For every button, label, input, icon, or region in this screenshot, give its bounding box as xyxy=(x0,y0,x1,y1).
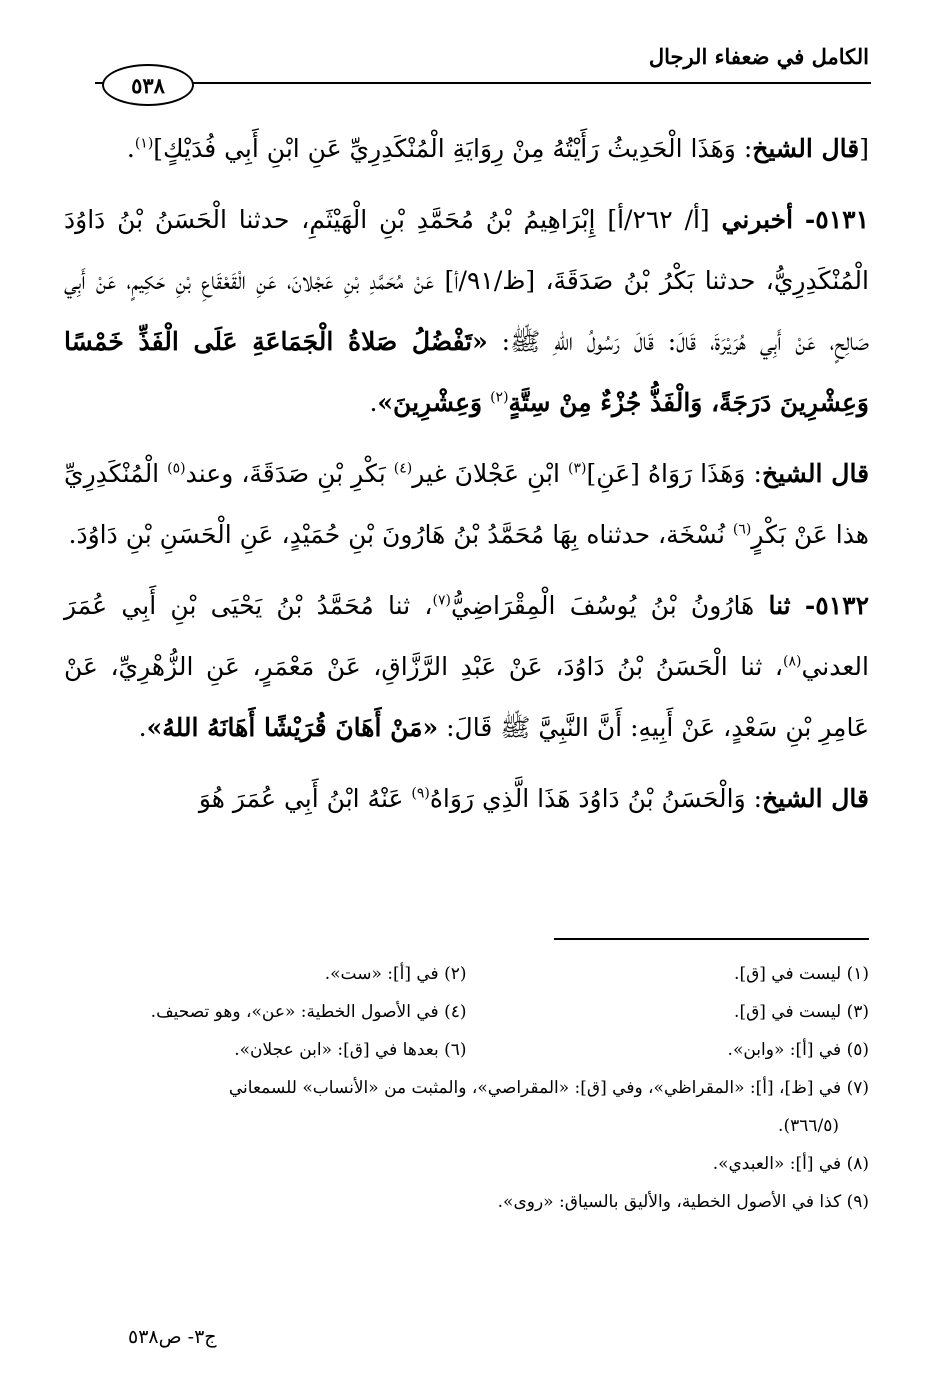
footnote-ref: (٧) xyxy=(432,592,451,609)
text-segment: هَارُونُ بْنُ يُوسُفَ الْمِقْرَاضِيُّ xyxy=(450,591,769,620)
text-segment: : وَالْحَسَنُ بْنُ دَاوُدَ هَذَا الَّذِي رَوَاهُ xyxy=(429,784,763,813)
text-segment: بَكْرِ بْنِ صَدَقَةَ، وعند xyxy=(185,459,394,488)
footnote-ref: (٣) xyxy=(568,460,587,477)
footnote-1: (١) ليست في [ق]. xyxy=(734,964,869,984)
header-rule xyxy=(95,82,871,84)
paragraph-3 xyxy=(64,443,869,565)
sheikh-label: قال الشيخ xyxy=(762,784,869,813)
hadith-number: ٥١٣٢- xyxy=(804,591,870,620)
footnote-4: (٤) في الأصول الخطية: «عن»، وهو تصحيف. xyxy=(150,1002,467,1022)
hadith-number: ٥١٣١- xyxy=(804,205,870,234)
footnote-ref: (٦) xyxy=(732,521,752,538)
footnotes xyxy=(64,955,869,1221)
isnad-text: [أ/ ٢٦٢/أ] إِبْرَاهِيمُ بْنُ مُحَمَّدِ بْنِ الْهَيْثَمِ، حدثنا الْحَسَنُ بْنُ دَاوُدَ الْمُنْكَدِرِيُّ، حدثنا بَكْرُ بْنُ صَدَقَةَ، [ظ/٩١/أ] عَنْ مُحَمَّدِ بْنِ عَجْلانَ، عَنِ الْقَعْقَاعِ بْنِ حَكِيمٍ، عَنْ أَبِي صَالِحٍ، عَنْ أَبِي هُرَيْرَةَ، قَالَ: قَالَ رَسُولُ اللهِ ﷺ: xyxy=(64,205,869,356)
hadith-matn-cont: وَعِشْرِينَ» xyxy=(377,388,483,417)
text-segment: الْمُنْكَدِرِيِّ هذا عَنْ بَكْرٍ xyxy=(64,459,869,549)
footnote-5: (٥) في [أ]: «وابن». xyxy=(727,1040,869,1060)
text-segment: ، ثنا مُحَمَّدُ بْنُ يَحْيَى بْنِ أَبِي عُمَرَ العدني xyxy=(64,591,869,681)
text-segment: ، ثنا الْحَسَنُ بْنُ دَاوُدَ، عَنْ عَبْدِ الرَّزَّاقِ، عَنْ مَعْمَرٍ، عَنِ الزُّهْرِيِّ، عَنْ عَامِرِ بْنِ سَعْدٍ، عَنْ أَبِيهِ: أَنَّ النَّبِيَّ ﷺ قَالَ: xyxy=(64,652,869,742)
hadith-5132 xyxy=(64,575,869,758)
paragraph-text: : وَهَذَا الْحَدِيثُ رَأَيْتُهُ مِنْ رِوَايَةِ الْمُنْكَدِرِيِّ عَنِ ابْنِ أَبِي فُدَيْكٍ] xyxy=(153,134,753,163)
text-segment: عَنْهُ ابْنُ أَبِي عُمَرَ هُوَ xyxy=(198,784,412,813)
paragraph-end: . xyxy=(369,388,378,417)
footnote-7: (٧) في [ظ]، [أ]: «المقراظي»، وفي [ق]: «المقراصي»، والمثبت من «الأنساب» للسمعاني xyxy=(228,1078,869,1098)
narration-verb: ثنا xyxy=(768,591,791,620)
footnote-ref: (٢) xyxy=(490,389,509,406)
page-number: ٥٣٨ xyxy=(131,72,165,98)
footnote-ref: (٥) xyxy=(167,460,186,477)
footnote-2: (٢) في [أ]: «ست». xyxy=(324,964,467,984)
hadith-matn: «مَنْ أَهَانَ قُرَيْشًا أَهَانَهُ اللهُ» xyxy=(146,713,439,742)
page-number-badge xyxy=(102,64,194,106)
paragraph-end: . xyxy=(138,713,147,742)
main-text xyxy=(64,118,869,839)
paragraph-5 xyxy=(64,768,869,829)
paragraph-end: . xyxy=(126,134,135,163)
sheikh-label: قال الشيخ xyxy=(752,134,860,163)
narration-verb: أخبرني xyxy=(721,205,794,234)
text-segment: نُسْخَة، حدثناه بِهَا مُحَمَّدُ بْنُ هَارُونَ بْنِ حُمَيْدٍ، عَنِ الْحَسَنِ بْنِ دَاوُدَ. xyxy=(68,520,733,549)
hadith-5131 xyxy=(64,189,869,433)
page-reference: ج٣- ص٥٣٨ xyxy=(128,1326,217,1348)
footnote-ref: (٤) xyxy=(393,460,413,477)
footnote-ref: (١) xyxy=(134,135,154,152)
footnote-ref: (٩) xyxy=(411,785,430,802)
paragraph-1: [قال الشيخ: وَهَذَا الْحَدِيثُ رَأَيْتُهُ مِنْ رِوَايَةِ الْمُنْكَدِرِيِّ عَنِ ابْنِ أَبِي فُدَيْكٍ]$^{(١)}$. xyxy=(126,134,869,163)
text-segment: : وَهَذَا رَوَاهُ [عَنِ] xyxy=(586,459,762,488)
hadith-matn: «تَفْضُلُ صَلاةُ الْجَمَاعَةِ عَلَى الْفَذِّ خَمْسًا وَعِشْرِينَ دَرَجَةً، وَالْفَذُّ جُزْءٌ مِنْ سِتَّةٍ xyxy=(64,327,869,417)
footnote-7-cont: (٣٦٦/٥). xyxy=(778,1116,839,1136)
footnote-6: (٦) بعدها في [ق]: «ابن عجلان». xyxy=(234,1040,467,1060)
footnote-ref: (٨) xyxy=(782,653,802,670)
footnote-3: (٣) ليست في [ق]. xyxy=(734,1002,869,1022)
running-title: الكامل في ضعفاء الرجال xyxy=(648,44,869,69)
sheikh-label: قال الشيخ xyxy=(761,459,870,488)
text-segment: ابْنِ عَجْلانَ غير xyxy=(412,459,568,488)
footnote-8: (٨) في [أ]: «العبدي». xyxy=(712,1154,869,1174)
footnote-9: (٩) كذا في الأصول الخطية، والأليق بالسياق: «روى». xyxy=(497,1192,869,1212)
footnote-rule xyxy=(554,938,869,940)
